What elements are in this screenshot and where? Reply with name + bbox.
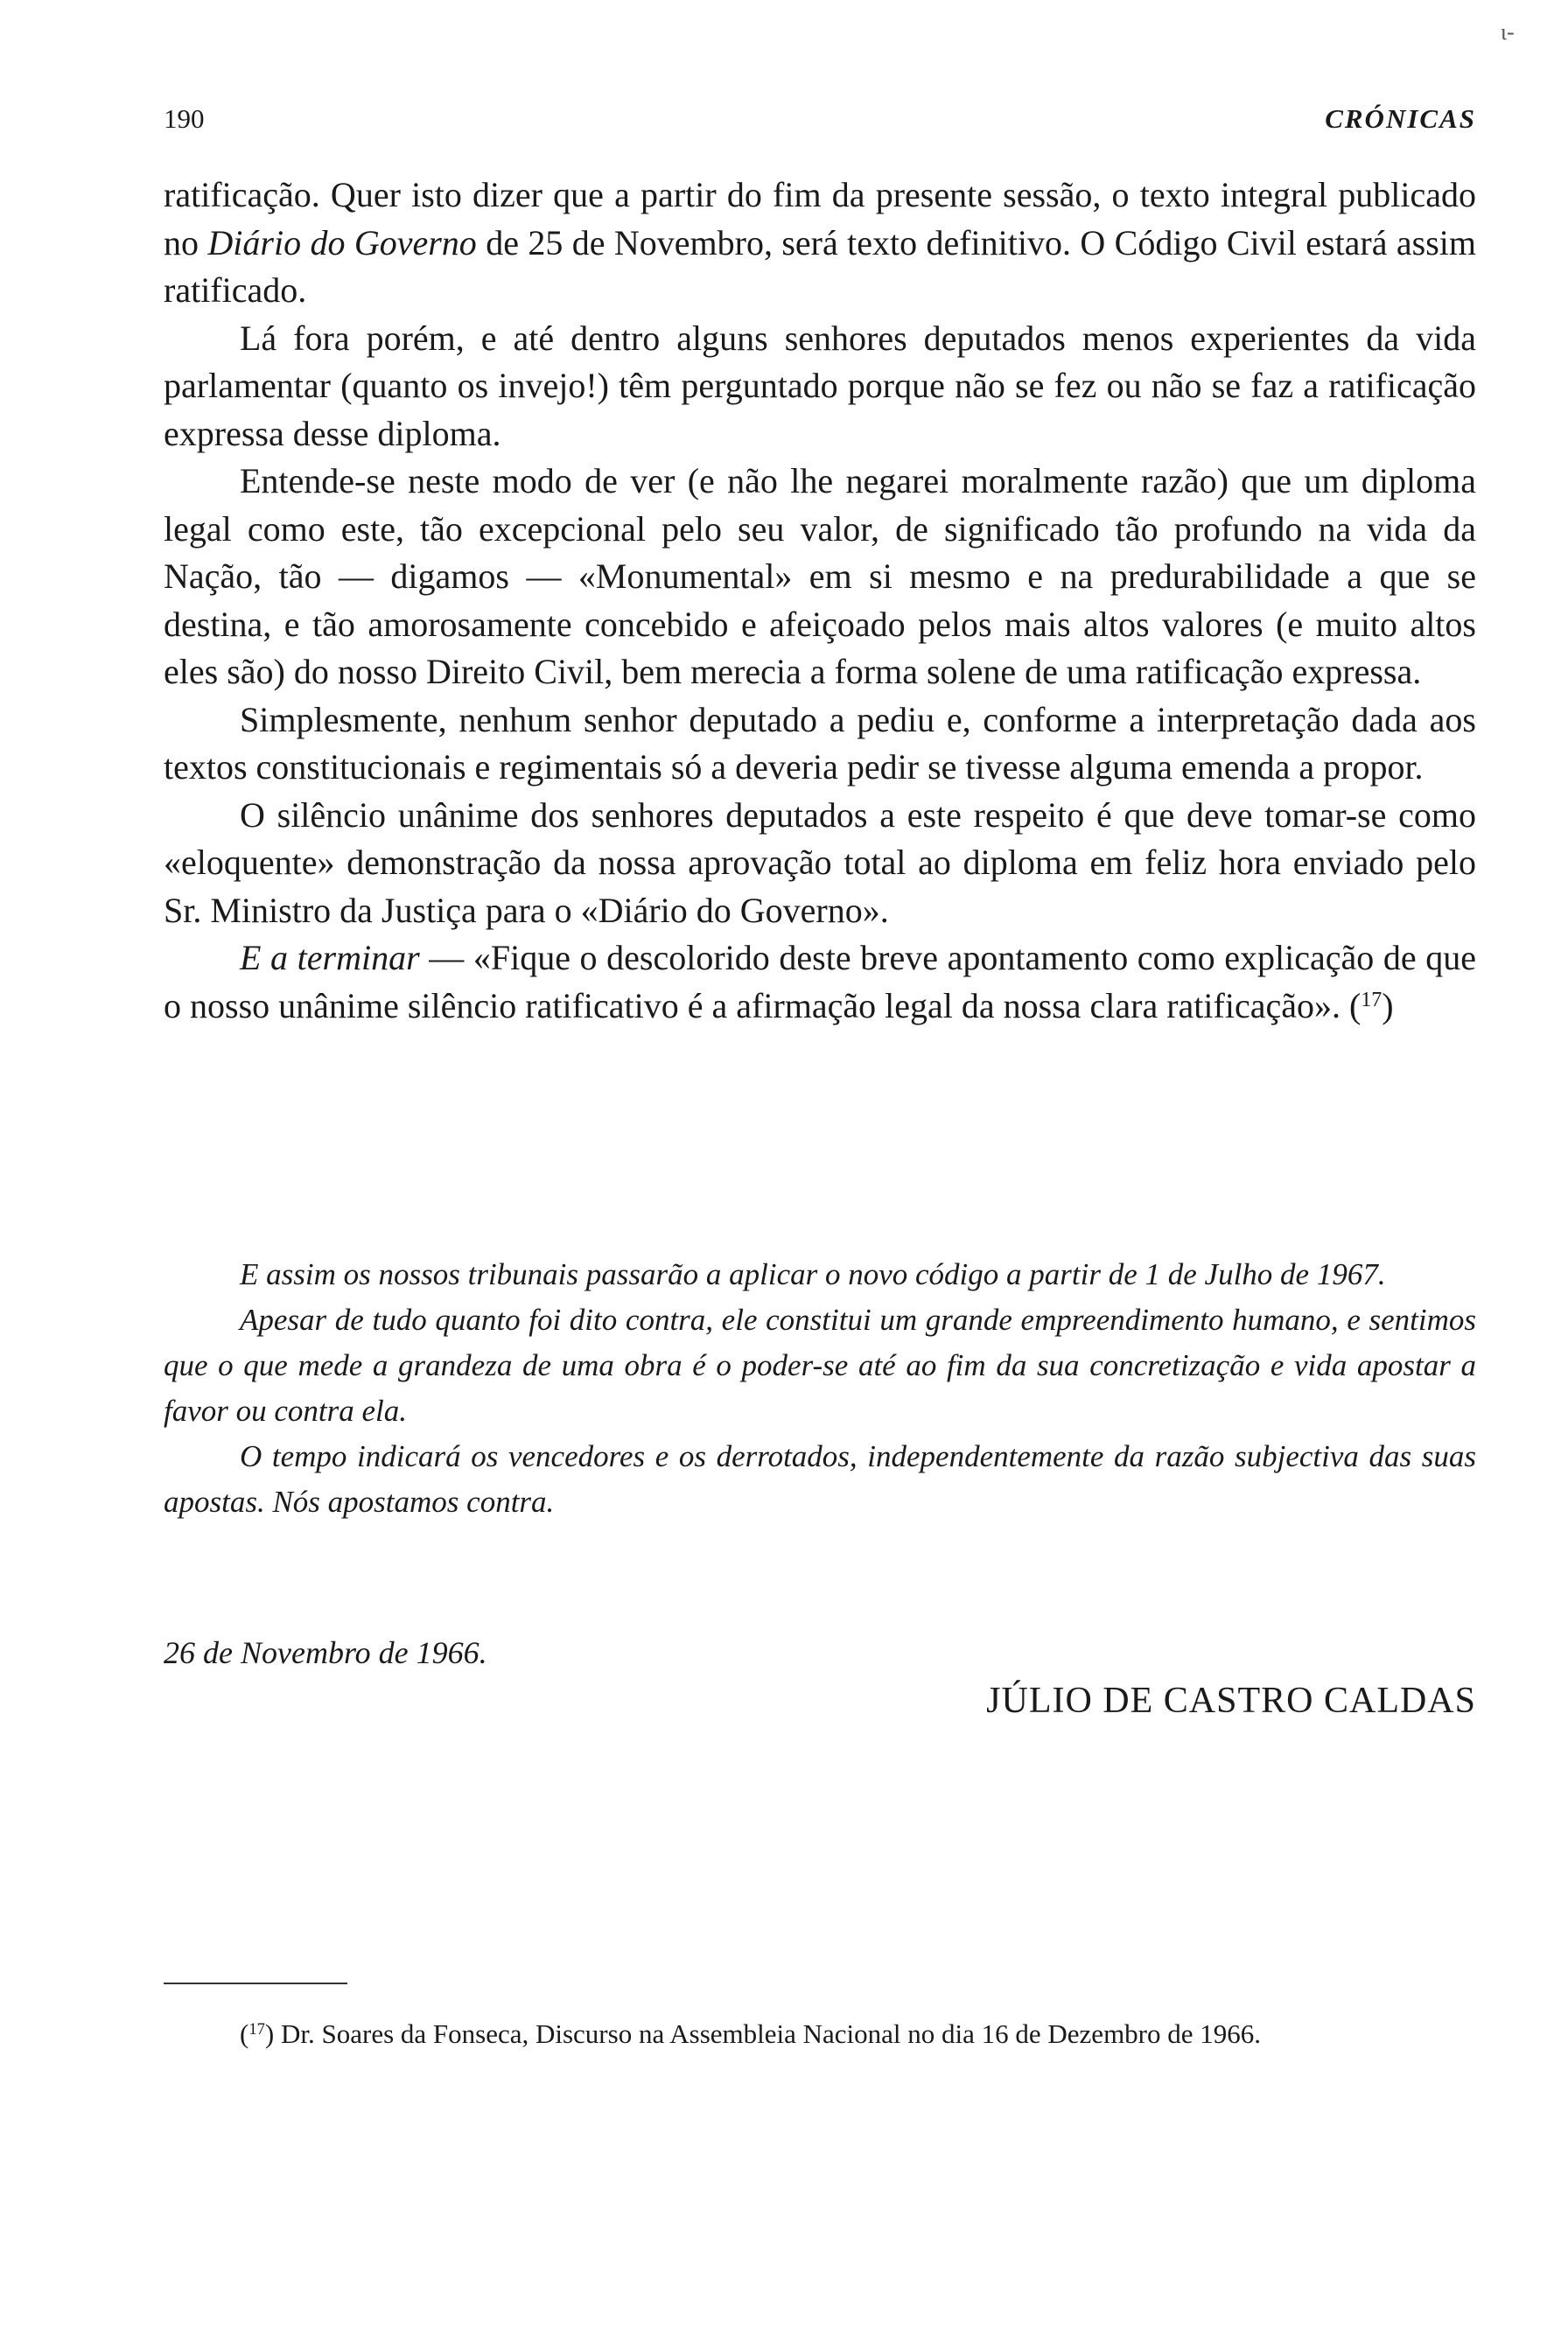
footnote-divider	[164, 1983, 347, 1984]
publication-title: Diário do Governo	[207, 222, 477, 262]
footnote-17: ($^{17}$) Dr. Soares da Fonseca, Discurso na Assembleia Nacional no dia 16 de Dezembro de 1966.	[240, 2018, 1262, 2049]
author-signature: JÚLIO DE CASTRO CALDAS	[986, 1681, 1476, 1721]
closing-paragraph-2: Apesar de tudo quanto foi dito contra, ele constitui um grande empreendimento humano, e sentimos que o que mede a grandeza de uma obra é o poder-se até ao fim da sua concretização e vida apostar a favor ou contra ela.	[164, 1303, 1476, 1428]
paragraph-2: Lá fora porém, e até dentro alguns senhores deputados menos experientes da vida parlamentar (quanto os invejo!) têm perguntado porque não se fez ou não se faz a ratificação expressa desse diploma.	[164, 318, 1476, 453]
body-text	[164, 171, 1476, 1030]
footnote-reference[interactable]: 17	[1361, 988, 1382, 1011]
date-line: 26 de Novembro de 1966.	[164, 1635, 487, 1670]
paragraph-6: E a terminar — «Fique o descolorido deste breve apontamento como explicação de que o nosso unânime silêncio ratificativo é a afirmação legal da nossa clara ratificação». ($^{17}$)	[164, 938, 1476, 1025]
closing-remarks	[164, 1252, 1476, 1525]
paragraph-5: O silêncio unânime dos senhores deputados a este respeito é que deve tomar-se como «eloquente» demonstração da nossa aprovação total ao diploma em feliz hora enviado pelo Sr. Ministro da Justiça para o «Diário do Governo».	[164, 794, 1476, 930]
page-number: 190	[164, 103, 205, 134]
paragraph-1: ratificação. Quer isto dizer que a partir do fim da presente sessão, o texto integral publicado no Diário do Governo de 25 de Novembro, será texto definitivo. O Código Civil estará assim ratificado.	[164, 175, 1477, 310]
page-mark: ι-	[1501, 19, 1515, 45]
running-head: CRÓNICAS	[1325, 103, 1476, 134]
footnote-marker: 17	[248, 2019, 265, 2039]
closing-paragraph-3: O tempo indicará os vencedores e os derrotados, independentemente da razão subjectiva das suas apostas. Nós apostamos contra.	[164, 1439, 1476, 1519]
paragraph-3: Entende-se neste modo de ver (e não lhe negarei moralmente razão) que um diploma legal como este, tão excepcional pelo seu valor, de significado tão profundo na vida da Nação, tão — digamos — «Monumental» em si mesmo e na predurabilidade a que se destina, e tão amorosamente concebido e afeiçoado pelos mais altos valores (e muito altos eles são) do nosso Direito Civil, bem merecia a forma solene de uma ratificação expressa.	[164, 461, 1476, 691]
closing-paragraph-1: E assim os nossos tribunais passarão a aplicar o novo código a partir de 1 de Julho de 1967.	[240, 1257, 1386, 1291]
footnote	[164, 2015, 1476, 2053]
page-header	[164, 103, 1476, 147]
paragraph-4: Simplesmente, nenhum senhor deputado a pediu e, conforme a interpretação dada aos textos constitucionais e regimentais só a deveria pedir se tivesse alguma emenda a propor.	[164, 699, 1476, 787]
